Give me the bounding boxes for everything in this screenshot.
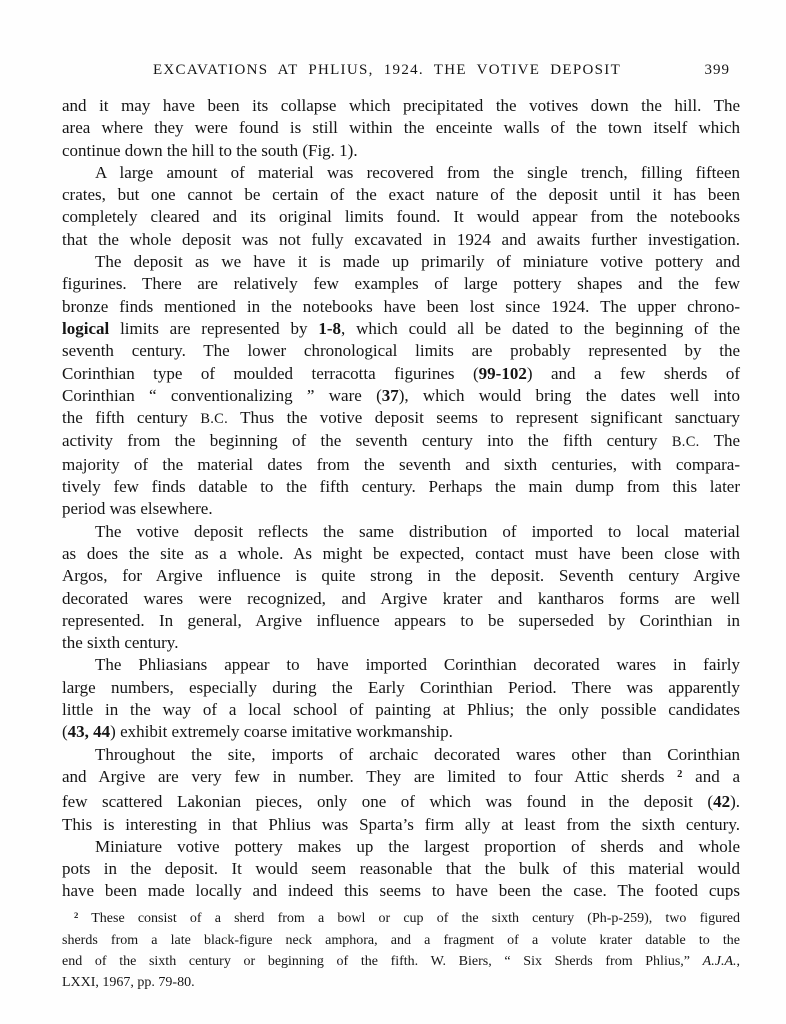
text-line: completely cleared and its original limits found. It would appear from the notebooks bbox=[62, 207, 740, 227]
text-line: period was elsewhere. bbox=[62, 499, 213, 519]
text-line: little in the way of a local school of painting at Phlius; the only possible candidates bbox=[62, 700, 740, 720]
text-line: A large amount of material was recovered from the single trench, filling fifteen bbox=[95, 162, 740, 182]
running-title: EXCAVATIONS AT PHLIUS, 1924. THE VOTIVE DEPOSIT bbox=[152, 62, 622, 78]
text-line: and it may have been its collapse which precipitated the votives down the hill. The bbox=[62, 96, 740, 115]
text-line: area where they were found is still within the enceinte walls of the town itself which bbox=[62, 118, 740, 138]
text-line: represented. In general, Argive influence appears to be superseded by Corinthian in bbox=[62, 610, 740, 630]
page-number: 399 bbox=[704, 62, 730, 78]
text-line: $^2$ These consist of a sherd from a bowl or cup of the sixth century (Ph-p-259), two figured bbox=[74, 909, 740, 926]
paragraph bbox=[62, 251, 740, 521]
text-line: logical limits are represented by 1-8, which could all be dated to the beginning of the bbox=[62, 318, 741, 338]
paragraph bbox=[62, 654, 740, 743]
text-line: large numbers, especially during the Early Corinthian Period. There was apparently bbox=[62, 677, 740, 697]
text-line: This is interesting in that Phlius was Sparta’s firm ally at least from the sixth century. bbox=[62, 814, 740, 834]
text-line: as does the site as a whole. As might be expected, contact must have been close with bbox=[62, 543, 740, 563]
text-line: and Argive are very few in number. They are limited to four Attic sherds $^2$ and a bbox=[62, 766, 740, 786]
text-line: tively few finds datable to the fifth century. Perhaps the main dump from this later bbox=[62, 477, 740, 497]
text-line: decorated wares were recognized, and Argive krater and kantharos forms are well bbox=[62, 588, 740, 608]
italic-text: A.J.A. bbox=[702, 953, 737, 969]
text-line: few scattered Lakonian pieces, only one of which was found in the deposit (42). bbox=[62, 792, 740, 812]
text-line: the sixth century. bbox=[62, 633, 179, 653]
text-line: The votive deposit reflects the same distribution of imported to local material bbox=[95, 521, 740, 541]
paragraph bbox=[62, 836, 740, 903]
page-content bbox=[62, 62, 740, 993]
text-line: the fifth century B.C. Thus the votive deposit seems to represent significant sanctuary bbox=[62, 408, 741, 428]
text-line: end of the sixth century or beginning of the fifth. W. Biers, “ Six Sherds from Phlius,” A.J.A., bbox=[62, 953, 740, 969]
text-line: Argos, for Argive influence is quite strong in the deposit. Seventh century Argive bbox=[62, 566, 740, 586]
paragraph bbox=[62, 95, 740, 162]
text-line: The Phliasians appear to have imported Corinthian decorated wares in fairly bbox=[95, 655, 740, 675]
text-line: that the whole deposit was not fully excavated in 1924 and awaits further investigation. bbox=[62, 229, 740, 249]
paragraph bbox=[62, 162, 740, 251]
text-line: Corinthian type of moulded terracotta figurines (99-102) and a few sherds of bbox=[62, 363, 740, 383]
text-line: pots in the deposit. It would seem reasonable that the bulk of this material would bbox=[62, 859, 740, 879]
smallcaps-text: B.C. bbox=[200, 411, 229, 428]
text-line: (43, 44) exhibit extremely coarse imitative workmanship. bbox=[62, 722, 453, 742]
text-line: sherds from a late black-figure neck amphora, and a fragment of a volute krater datable to the bbox=[62, 932, 740, 948]
bold-text: 37 bbox=[381, 385, 399, 405]
page-header bbox=[62, 62, 740, 79]
text-line: figurines. There are relatively few examples of large pottery shapes and the few bbox=[62, 274, 740, 294]
sup-text: 2 bbox=[677, 769, 683, 781]
text-line: crates, but one cannot be certain of the exact nature of the deposit until it has been bbox=[62, 185, 740, 205]
bold-text: 42 bbox=[713, 792, 731, 812]
text-line: activity from the beginning of the seventh century into the fifth century B.C. The bbox=[62, 431, 741, 451]
text-line: majority of the material dates from the seventh and sixth centuries, with compara- bbox=[62, 454, 740, 474]
smallcaps-text: B.C. bbox=[671, 434, 700, 451]
text-line: Throughout the site, imports of archaic decorated wares other than Corinthian bbox=[95, 744, 740, 764]
text-line: seventh century. The lower chronological limits are probably represented by the bbox=[62, 341, 740, 361]
bold-text: 43, 44 bbox=[67, 722, 111, 742]
text-line: continue down the hill to the south (Fig. 1). bbox=[62, 140, 358, 160]
bold-text: 1-8 bbox=[318, 318, 342, 338]
footnote bbox=[62, 908, 740, 993]
sup-text: 2 bbox=[74, 909, 79, 920]
paragraph bbox=[62, 521, 740, 655]
text-line: Corinthian “ conventionalizing ” ware (37), which would bring the dates well into bbox=[62, 385, 740, 405]
bold-text: logical bbox=[62, 318, 110, 338]
text-line: LXXI, 1967, pp. 79-80. bbox=[62, 974, 195, 990]
text-line: have been made locally and indeed this seems to have been the case. The footed cups bbox=[62, 881, 740, 901]
text-line: Miniature votive pottery makes up the largest proportion of sherds and whole bbox=[95, 836, 740, 856]
paragraph bbox=[62, 744, 740, 836]
body-text bbox=[62, 95, 740, 903]
text-line: bronze finds mentioned in the notebooks have been lost since 1924. The upper chrono- bbox=[62, 296, 740, 316]
text-line: The deposit as we have it is made up primarily of miniature votive pottery and bbox=[95, 252, 740, 272]
paragraph bbox=[62, 908, 740, 993]
bold-text: 99-102 bbox=[478, 363, 527, 383]
